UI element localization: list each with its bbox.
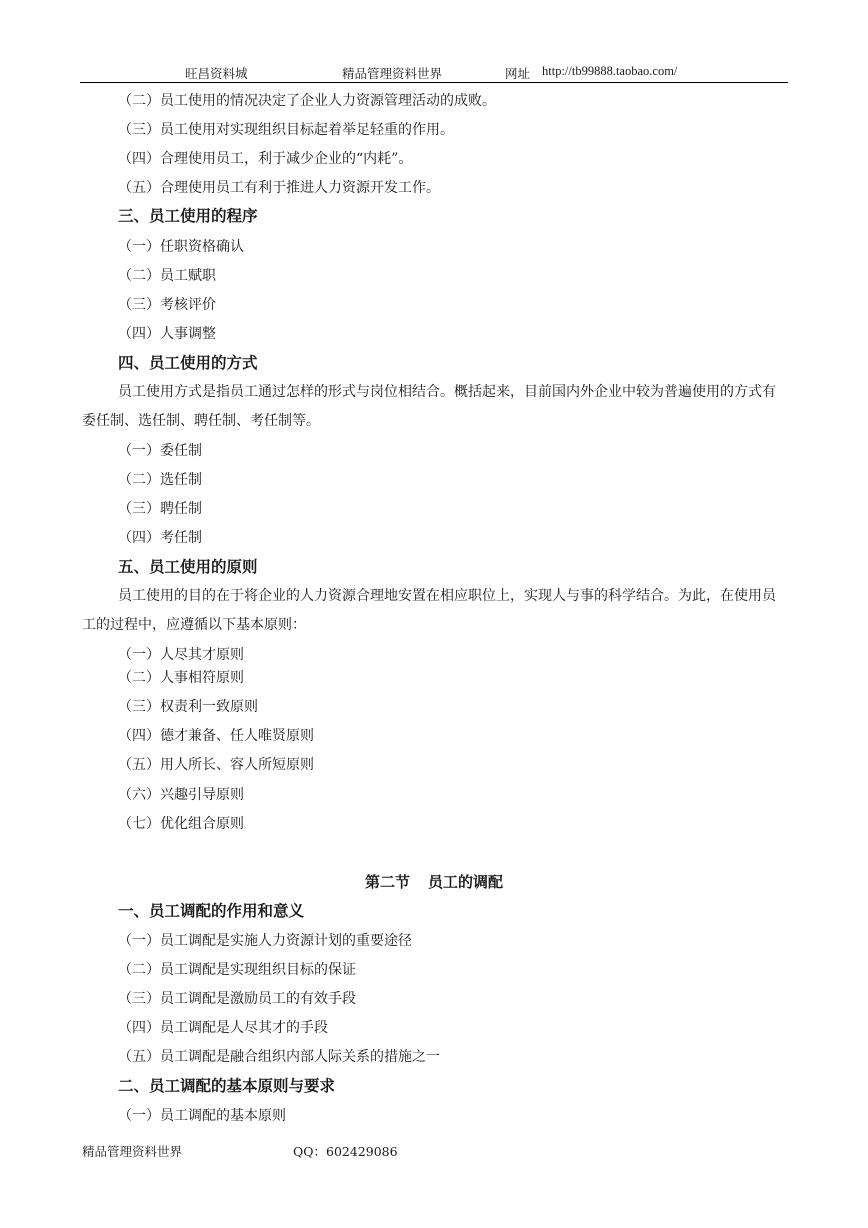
list-item: （二）人事相符原则 [118, 670, 244, 686]
heading-procedure: 三、员工使用的程序 [118, 206, 258, 225]
section-name: 员工的调配 [428, 873, 504, 891]
header-shop-name: 旺昌资料城 [185, 66, 248, 81]
list-item: （三）权责利一致原则 [118, 699, 258, 715]
list-item: （一）委任制 [118, 443, 202, 459]
list-item: （七）优化组合原则 [118, 816, 244, 832]
list-item: （四）德才兼备、任人唯贤原则 [118, 728, 314, 744]
footer-left: 精品管理资料世界 [82, 1144, 183, 1159]
paragraph-principles: 员工使用的目的在于将企业的人力资源合理地安置在相应职位上，实现人与事的科学结合。为此，在使用员工的过程中，应遵循以下基本原则： [82, 588, 776, 633]
list-item: （二）员工使用的情况决定了企业人力资源管理活动的成败。 [118, 93, 496, 109]
header-url-label: 网址 [505, 66, 531, 81]
paragraph-methods: 员工使用方式是指员工通过怎样的形式与岗位相结合。概括起来，目前国内外企业中较为普遍使用的方式有委任制、选任制、聘任制、考任制等。 [82, 384, 776, 429]
section-number: 第二节 [364, 873, 410, 891]
list-item: （六）兴趣引导原则 [118, 787, 244, 803]
list-item: （四）合理使用员工，利于减少企业的“内耗”。 [118, 151, 413, 167]
list-item: （二）员工赋职 [118, 268, 216, 284]
list-item: （一）员工调配的基本原则 [118, 1108, 286, 1124]
page-header [80, 62, 788, 83]
section-title [0, 872, 868, 892]
header-world-name: 精品管理资料世界 [342, 66, 443, 81]
list-item: （四）员工调配是人尽其才的手段 [118, 1020, 328, 1036]
list-item: （一）人尽其才原则 [118, 647, 244, 663]
heading-principles: 五、员工使用的原则 [118, 557, 258, 576]
heading-allocation-principles: 二、员工调配的基本原则与要求 [118, 1076, 336, 1095]
list-item: （三）员工使用对实现组织目标起着举足轻重的作用。 [118, 122, 454, 138]
list-item: （五）员工调配是融合组织内部人际关系的措施之一 [118, 1049, 440, 1065]
list-item: （一）员工调配是实施人力资源计划的重要途径 [118, 933, 412, 949]
heading-methods: 四、员工使用的方式 [118, 353, 258, 372]
footer-qq: QQ：602429086 [293, 1144, 398, 1159]
list-item: （四）人事调整 [118, 326, 216, 342]
list-item: （三）考核评价 [118, 297, 216, 313]
heading-allocation-role: 一、员工调配的作用和意义 [118, 901, 305, 920]
list-item: （三）员工调配是激励员工的有效手段 [118, 991, 356, 1007]
header-url[interactable]: http://tb99888.taobao.com/ [542, 64, 678, 78]
list-item: （一）任职资格确认 [118, 239, 244, 255]
list-item: （二）员工调配是实现组织目标的保证 [118, 962, 356, 978]
list-item: （三）聘任制 [118, 501, 202, 517]
list-item: （五）合理使用员工有利于推进人力资源开发工作。 [118, 180, 440, 196]
list-item: （二）选任制 [118, 472, 202, 488]
list-item: （五）用人所长、容人所短原则 [118, 757, 314, 773]
list-item: （四）考任制 [118, 530, 202, 546]
